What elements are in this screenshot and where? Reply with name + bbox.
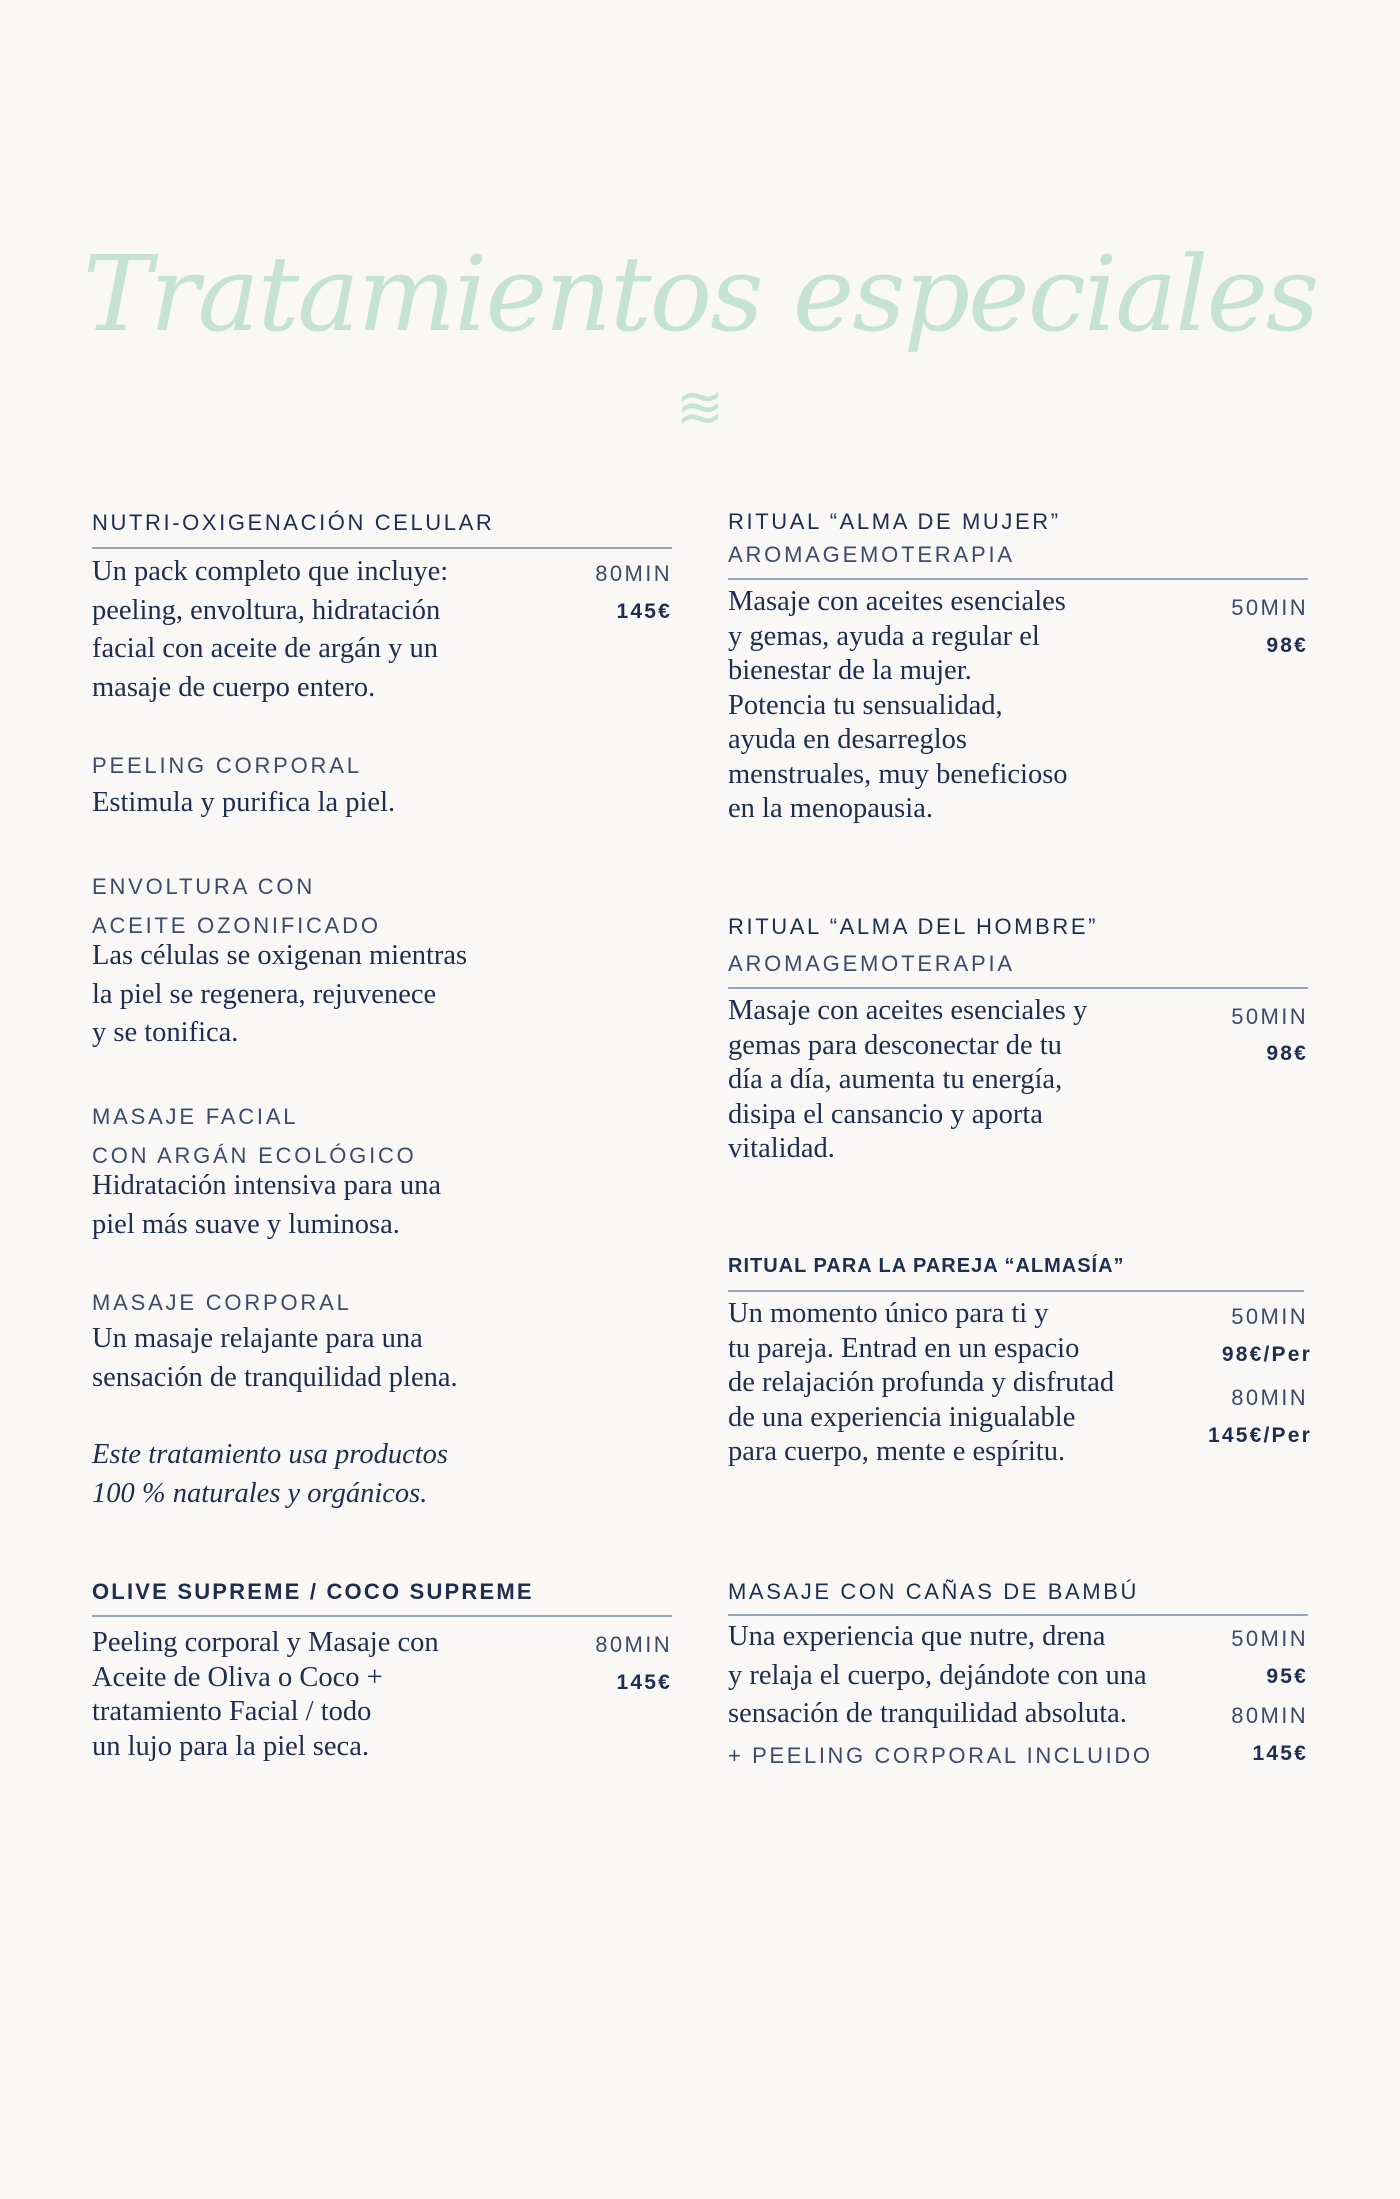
pareja-duration-1: 50MIN [1231,1304,1308,1329]
olive-heading: OLIVE SUPREME / COCO SUPREME [92,1579,534,1604]
pareja-duration-2: 80MIN [1231,1385,1308,1410]
component-text-peeling: Estimula y purifica la piel. [92,787,396,818]
nutri-divider [92,547,672,549]
bambu-heading: MASAJE CON CAÑAS DE BAMBÚ [728,1579,1139,1604]
component-name-facial: MASAJE FACIAL CON ARGÁN ECOLÓGICO [92,1104,417,1168]
bambu-peeling-note: + PEELING CORPORAL INCLUIDO [728,1743,1153,1768]
hombre-description: Masaje con aceites esenciales y gemas para desconectar de tu día a día, aumenta tu energía, disipa el cansancio y aporta vitalidad. [728,995,1088,1164]
bambu-duration-1: 50MIN [1231,1626,1308,1651]
bambu-duration-2: 80MIN [1231,1703,1308,1728]
hombre-divider [728,987,1308,989]
nutri-duration: 80MIN [595,561,672,586]
bambu-divider [728,1614,1308,1616]
nutri-price: 145€ [616,600,672,623]
pareja-price-1: 98€/Per [1221,1343,1312,1366]
component-text-facial: Hidratación intensiva para una piel más suave y luminosa. [92,1170,441,1240]
bambu-description: Una experiencia que nutre, drena y relaja el cuerpo, dejándote con una sensación de tranquilidad absoluta. [728,1621,1147,1729]
pareja-description: Un momento único para ti y tu pareja. Entrad en un espacio de relajación profunda y disfrutad de una experiencia inigualable para cuerpo, mente e espíritu. [728,1298,1115,1467]
mujer-heading: RITUAL “ALMA DE MUJER” [728,509,1061,534]
mujer-divider [728,578,1308,580]
hombre-price: 98€ [1266,1042,1308,1065]
pareja-heading: RITUAL PARA LA PAREJA “ALMASÍA” [728,1255,1125,1277]
pareja-divider [728,1290,1304,1292]
component-name-peeling: PEELING CORPORAL [92,753,362,778]
organic-note: Este tratamiento usa productos 100 % naturales y orgánicos. [92,1439,448,1509]
olive-description: Peeling corporal y Masaje con Aceite de Oliva o Coco + tratamiento Facial / todo un lujo para la piel seca. [92,1627,439,1762]
hombre-duration: 50MIN [1231,1004,1308,1029]
mujer-price: 98€ [1266,634,1308,657]
wave-icon: ≋ [675,373,725,441]
hombre-subtitle: AROMAGEMOTERAPIA [728,951,1015,976]
bambu-price-2: 145€ [1252,1742,1308,1765]
pareja-price-2: 145€/Per [1207,1424,1312,1447]
olive-divider [92,1615,672,1617]
olive-price: 145€ [616,1671,672,1694]
mujer-subtitle: AROMAGEMOTERAPIA [728,542,1015,567]
component-name-corporal: MASAJE CORPORAL [92,1290,352,1315]
page-title: Tratamientos especiales [82,233,1318,355]
nutri-heading: NUTRI-OXIGENACIÓN CELULAR [92,510,495,535]
component-text-corporal: Un masaje relajante para una sensación de tranquilidad plena. [92,1323,458,1393]
nutri-description: Un pack completo que incluye: peeling, envoltura, hidratación facial con aceite de argán y un masaje de cuerpo entero. [92,556,449,703]
bambu-price-1: 95€ [1266,1665,1308,1688]
olive-duration: 80MIN [595,1632,672,1657]
mujer-duration: 50MIN [1231,595,1308,620]
mujer-description: Masaje con aceites esenciales y gemas, ayuda a regular el bienestar de la mujer. Potencia tu sensualidad, ayuda en desarreglos menstruales, muy beneficioso en la menopausia. [728,586,1068,824]
component-name-envoltura: ENVOLTURA CON ACEITE OZONIFICADO [92,874,381,938]
component-text-envoltura: Las células se oxigenan mientras la piel se regenera, rejuvenece y se tonifica. [92,940,468,1048]
hombre-heading: RITUAL “ALMA DEL HOMBRE” [728,914,1099,939]
